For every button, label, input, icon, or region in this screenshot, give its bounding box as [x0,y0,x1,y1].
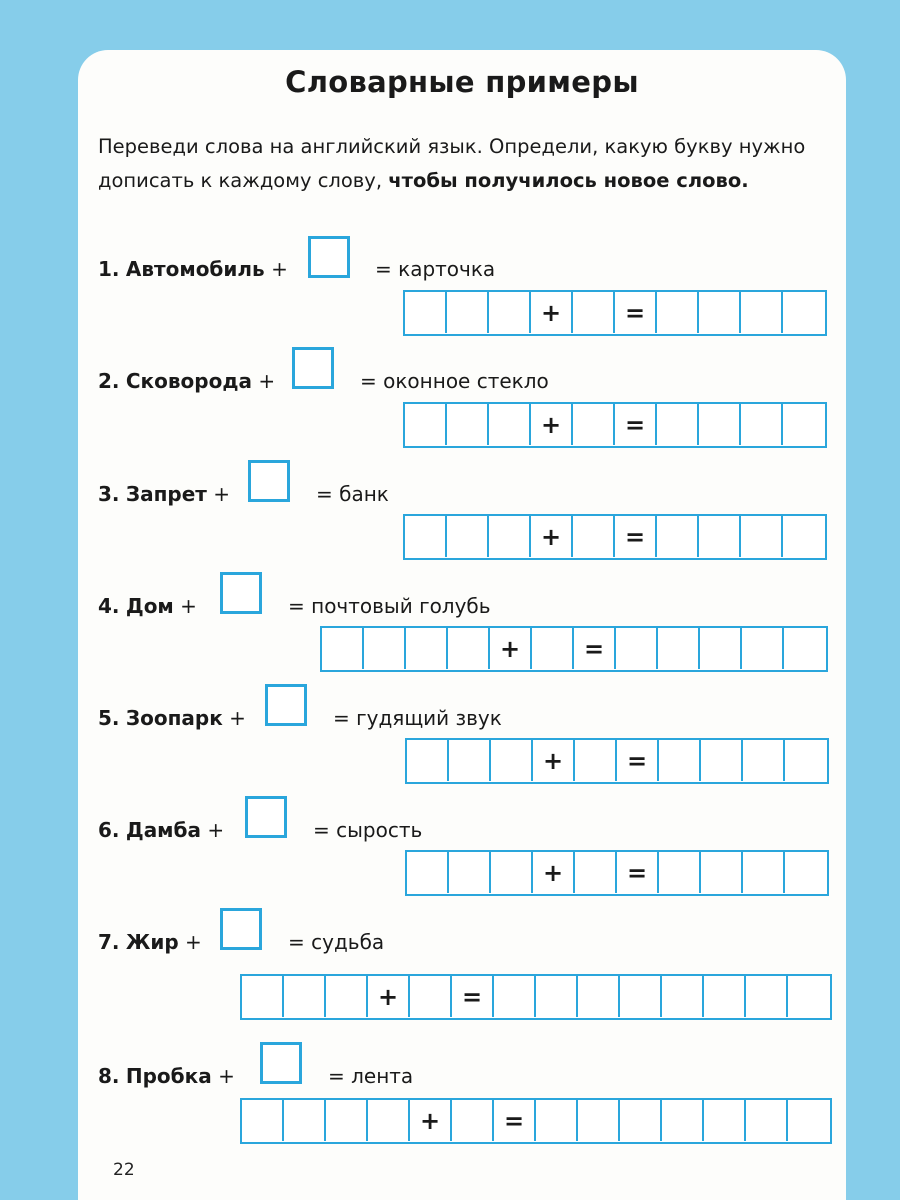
answer-cell[interactable] [662,1100,704,1141]
task-6-line [98,818,224,842]
task-number: 7. [98,930,120,954]
answer-cell[interactable] [788,1100,830,1141]
plus-cell: + [531,292,573,333]
equals-cell: = [574,628,616,669]
equals-cell: = [617,852,659,893]
answer-grid[interactable] [405,738,829,784]
answer-cell[interactable] [575,852,617,893]
answer-cell[interactable] [406,628,448,669]
answer-grid[interactable] [403,514,827,560]
answer-cell[interactable] [741,404,783,445]
answer-cell[interactable] [657,516,699,557]
equals-cell: = [452,976,494,1017]
answer-cell[interactable] [659,740,701,781]
answer-cell[interactable] [447,292,489,333]
answer-cell[interactable] [364,628,406,669]
task-1-line [98,257,288,281]
answer-cell[interactable] [620,976,662,1017]
page-number: 22 [113,1160,135,1180]
answer-cell[interactable] [704,1100,746,1141]
answer-cell[interactable] [784,628,826,669]
answer-cell[interactable] [449,740,491,781]
answer-cell[interactable] [742,628,784,669]
answer-cell[interactable] [741,516,783,557]
task-result: = гудящий звук [333,706,502,730]
letter-answer-box[interactable] [220,908,262,950]
answer-cell[interactable] [536,976,578,1017]
plus-cell: + [490,628,532,669]
answer-cell[interactable] [578,976,620,1017]
answer-cell[interactable] [704,976,746,1017]
answer-cell[interactable] [701,852,743,893]
task-number: 8. [98,1064,120,1088]
answer-cell[interactable] [532,628,574,669]
answer-cell[interactable] [699,516,741,557]
answer-cell[interactable] [368,1100,410,1141]
answer-cell[interactable] [284,1100,326,1141]
task-result: = сырость [313,818,423,842]
answer-cell[interactable] [407,852,449,893]
plus-sign: + [218,1064,235,1088]
answer-cell[interactable] [405,404,447,445]
task-number: 1. [98,257,120,281]
answer-cell[interactable] [242,1100,284,1141]
answer-cell[interactable] [785,740,827,781]
task-5-line [98,706,246,730]
answer-cell[interactable] [785,852,827,893]
answer-cell[interactable] [242,976,284,1017]
letter-answer-box[interactable] [308,236,350,278]
task-number: 3. [98,482,120,506]
answer-cell[interactable] [410,976,452,1017]
task-number: 2. [98,369,120,393]
answer-grid[interactable] [320,626,828,672]
answer-cell[interactable] [578,1100,620,1141]
answer-cell[interactable] [575,740,617,781]
answer-cell[interactable] [573,292,615,333]
answer-cell[interactable] [573,516,615,557]
answer-cell[interactable] [746,976,788,1017]
plus-sign: + [271,257,288,281]
task-result: = судьба [288,930,385,954]
letter-answer-box[interactable] [248,460,290,502]
worksheet-page [78,50,846,1200]
task-word: Пробка [125,1064,212,1088]
plus-sign: + [229,706,246,730]
equals-cell: = [615,404,657,445]
answer-cell[interactable] [405,292,447,333]
answer-grid[interactable] [403,290,827,336]
instruction-normal: Переведи слова на английский язык. Определи, какую букву нужно дописать к каждому слову, [98,135,806,192]
task-2-line [98,369,275,393]
answer-cell[interactable] [788,976,830,1017]
answer-grid[interactable] [240,1098,832,1144]
answer-cell[interactable] [448,628,490,669]
task-word: Автомобиль [125,257,265,281]
answer-cell[interactable] [701,740,743,781]
plus-sign: + [258,369,276,393]
answer-cell[interactable] [449,852,491,893]
answer-cell[interactable] [783,404,825,445]
instruction-text [98,130,838,198]
answer-cell[interactable] [447,516,489,557]
task-8-line [98,1064,235,1088]
letter-answer-box[interactable] [245,796,287,838]
answer-cell[interactable] [700,628,742,669]
task-result: = карточка [375,257,496,281]
equals-cell: = [617,740,659,781]
task-3-line [98,482,230,506]
plus-cell: + [368,976,410,1017]
answer-grid[interactable] [405,850,829,896]
answer-cell[interactable] [657,404,699,445]
answer-cell[interactable] [494,976,536,1017]
letter-answer-box[interactable] [265,684,307,726]
letter-answer-box[interactable] [220,572,262,614]
equals-cell: = [494,1100,536,1141]
task-number: 5. [98,706,120,730]
page-title: Словарные примеры [285,65,639,99]
answer-cell[interactable] [616,628,658,669]
answer-cell[interactable] [743,740,785,781]
plus-sign: + [213,482,230,506]
answer-cell[interactable] [741,292,783,333]
task-7-line [98,930,202,954]
task-word: Дом [125,594,174,618]
plus-cell: + [410,1100,452,1141]
task-word: Запрет [125,482,207,506]
answer-cell[interactable] [783,516,825,557]
answer-cell[interactable] [743,852,785,893]
answer-cell[interactable] [489,404,531,445]
answer-cell[interactable] [746,1100,788,1141]
task-word: Дамба [125,818,201,842]
answer-cell[interactable] [491,852,533,893]
letter-answer-box[interactable] [260,1042,302,1084]
task-4-line [98,594,197,618]
instruction-bold: чтобы получилось новое слово. [388,169,749,192]
answer-grid[interactable] [403,402,827,448]
answer-cell[interactable] [573,404,615,445]
task-word: Зоопарк [125,706,223,730]
task-result: = банк [316,482,389,506]
answer-cell[interactable] [659,852,701,893]
answer-cell[interactable] [326,1100,368,1141]
answer-cell[interactable] [407,740,449,781]
plus-cell: + [531,516,573,557]
answer-cell[interactable] [326,976,368,1017]
letter-answer-box[interactable] [292,347,334,389]
plus-cell: + [533,852,575,893]
equals-cell: = [615,292,657,333]
answer-cell[interactable] [489,516,531,557]
task-number: 4. [98,594,120,618]
task-word: Жир [125,930,179,954]
answer-cell[interactable] [489,292,531,333]
plus-cell: + [533,740,575,781]
plus-sign: + [207,818,225,842]
task-result: = почтовый голубь [288,594,491,618]
answer-cell[interactable] [447,404,489,445]
answer-cell[interactable] [658,628,700,669]
task-result: = оконное стекло [360,369,549,393]
answer-cell[interactable] [322,628,364,669]
plus-sign: + [180,594,197,618]
task-number: 6. [98,818,120,842]
answer-cell[interactable] [699,292,741,333]
answer-cell[interactable] [783,292,825,333]
answer-cell[interactable] [284,976,326,1017]
answer-grid[interactable] [240,974,832,1020]
answer-cell[interactable] [657,292,699,333]
answer-cell[interactable] [491,740,533,781]
plus-cell: + [531,404,573,445]
plus-sign: + [185,930,202,954]
task-word: Сковорода [125,369,252,393]
answer-cell[interactable] [699,404,741,445]
answer-cell[interactable] [405,516,447,557]
answer-cell[interactable] [662,976,704,1017]
answer-cell[interactable] [452,1100,494,1141]
task-result: = лента [328,1064,414,1088]
answer-cell[interactable] [620,1100,662,1141]
answer-cell[interactable] [536,1100,578,1141]
equals-cell: = [615,516,657,557]
